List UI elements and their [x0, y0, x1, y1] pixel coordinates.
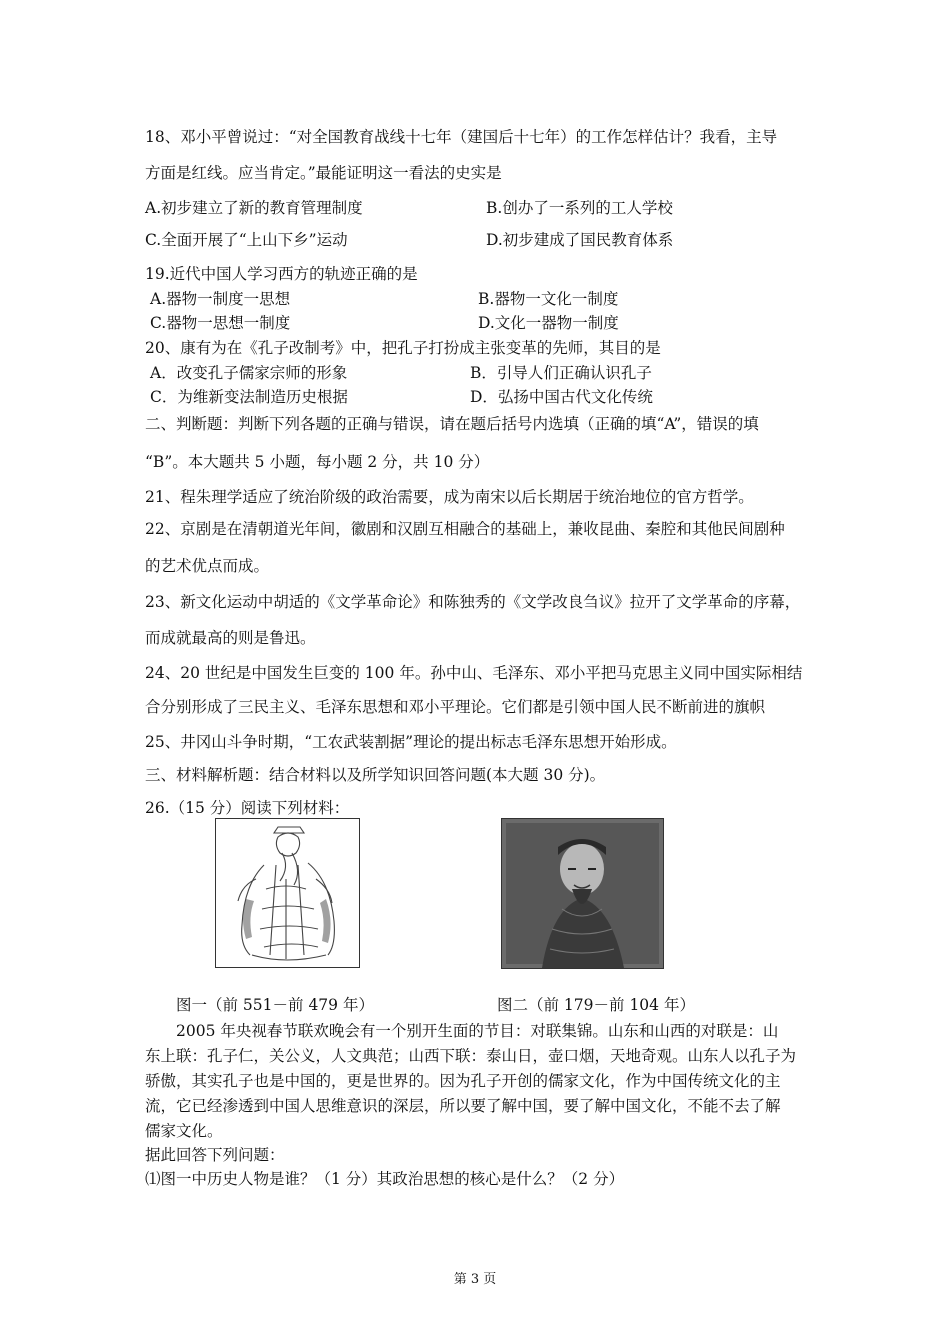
q26-paragraph-line4: 流，它已经渗透到中国人思维意识的深层，所以要了解中国，要了解中国文化，不能不去了解: [145, 1097, 781, 1115]
q26-paragraph-line1: 2005 年央视春节联欢晚会有一个别开生面的节目：对联集锦。山东和山西的对联是：山: [176, 1022, 779, 1040]
q24-line1: 24、20 世纪是中国发生巨变的 100 年。孙中山、毛泽东、邓小平把马克思主义同中国实际相结: [145, 664, 803, 682]
section3-heading: 三、材料解析题：结合材料以及所学知识回答问题(本大题 30 分)。: [145, 766, 606, 784]
q18-option-c: C.全面开展了“上山下乡”运动: [145, 231, 348, 249]
q26-paragraph-line3: 骄傲，其实孔子也是中国的，更是世界的。因为孔子开创的儒家文化，作为中国传统文化的主: [145, 1072, 781, 1090]
q20-option-d: D．弘扬中国古代文化传统: [470, 388, 653, 406]
q19-option-a: A.器物一制度一思想: [150, 290, 291, 308]
q26-prompt: 据此回答下列问题：: [145, 1146, 285, 1164]
figure1-caption: 图一（前 551－前 479 年）: [176, 996, 374, 1014]
section2-heading-line2: “B”。本大题共 5 小题，每小题 2 分，共 10 分）: [145, 453, 490, 471]
q24-line2: 合分别形成了三民主义、毛泽东思想和邓小平理论。它们都是引领中国人民不断前进的旗帜: [145, 698, 766, 716]
q20-stem: 20、康有为在《孔子改制考》中，把孔子打扮成主张变革的先师，其目的是: [145, 339, 661, 357]
figure2-caption: 图二（前 179－前 104 年）: [497, 996, 695, 1014]
q22-line1: 22、京剧是在清朝道光年间，徽剧和汉剧互相融合的基础上，兼收昆曲、秦腔和其他民间剧种: [145, 520, 785, 538]
q23-line2: 而成就最高的则是鲁迅。: [145, 629, 316, 647]
section2-heading-line1: 二、判断题：判断下列各题的正确与错误，请在题后括号内选填（正确的填“A”，错误的填: [145, 415, 759, 433]
q23-line1: 23、新文化运动中胡适的《文学革命论》和陈独秀的《文学改良刍议》拉开了文学革命的序幕，: [145, 593, 801, 611]
q22-line2: 的艺术优点而成。: [145, 557, 270, 575]
q26-subquestion-1: ⑴图一中历史人物是谁？（1 分）其政治思想的核心是什么？（2 分）: [145, 1170, 625, 1188]
q25-text: 25、井冈山斗争时期，“工农武装割据”理论的提出标志毛泽东思想开始形成。: [145, 733, 677, 751]
q18-line2: 方面是红线。应当肯定。”最能证明这一看法的史实是: [145, 164, 502, 182]
figure1-confucius-image: [215, 818, 360, 968]
q26-stem: 26.（15 分）阅读下列材料：: [145, 799, 350, 817]
q18-option-d: D.初步建成了国民教育体系: [486, 231, 674, 249]
q18-option-a: A.初步建立了新的教育管理制度: [145, 199, 363, 217]
page-number: 第 3 页: [453, 1272, 497, 1287]
q19-option-b: B.器物一文化一制度: [478, 290, 619, 308]
figure2-portrait-image: [501, 818, 664, 969]
q26-paragraph-line2: 东上联：孔子仁，关公义，人文典范；山西下联：泰山日，壶口烟，天地奇观。山东人以孔子为: [145, 1047, 797, 1065]
q18-line1: 18、邓小平曾说过：“对全国教育战线十七年（建国后十七年）的工作怎样估计？我看，主导: [145, 128, 778, 146]
q26-paragraph-line5: 儒家文化。: [145, 1122, 223, 1140]
q20-option-c: C．为维新变法制造历史根据: [150, 388, 348, 406]
q18-option-b: B.创办了一系列的工人学校: [486, 199, 673, 217]
q19-stem: 19.近代中国人学习西方的轨迹正确的是: [145, 265, 418, 283]
q20-option-a: A．改变孔子儒家宗师的形象: [150, 364, 348, 382]
q19-option-c: C.器物一思想一制度: [150, 314, 291, 332]
q20-option-b: B．引导人们正确认识孔子: [470, 364, 652, 382]
q19-option-d: D.文化一器物一制度: [478, 314, 619, 332]
q21-text: 21、程朱理学适应了统治阶级的政治需要，成为南宋以后长期居于统治地位的官方哲学。: [145, 488, 754, 506]
